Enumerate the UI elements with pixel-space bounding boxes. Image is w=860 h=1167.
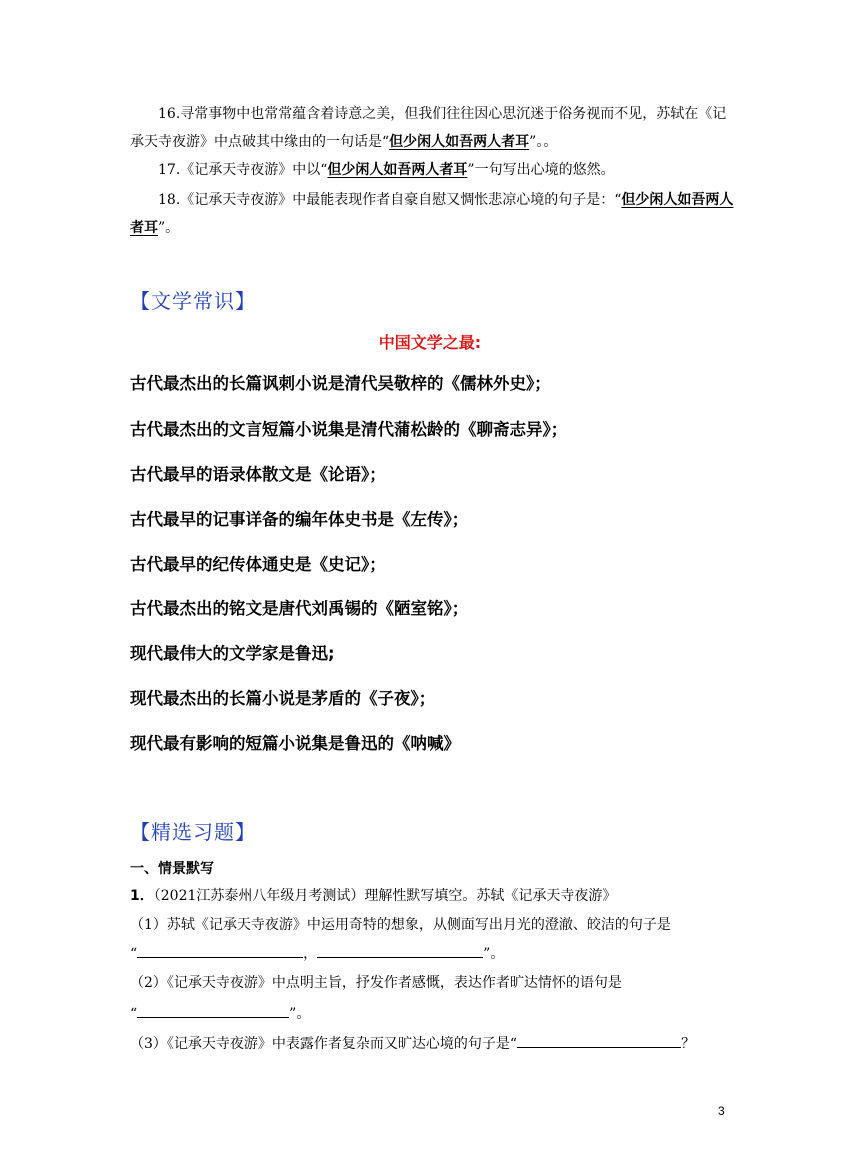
item-18-quote: 但少闲人如吾两人者耳 (130, 192, 734, 236)
item-16-text: 16.寻常事物中也常常蕴含着诗意之美，但我们往往因心思沉迷于俗务视而不见，苏轼在《记承天寺夜游》中点破其中缘由的一句话是“ (130, 106, 727, 150)
item-18-text: 18.《记承天寺夜游》中最能表现作者自豪自慰又惆怅悲凉心境的句子是：“ (158, 192, 622, 208)
item-16 (130, 100, 734, 156)
item-16-quote: 但少闲人如吾两人者耳 (389, 134, 530, 150)
question-mark: ？ (681, 1036, 696, 1052)
answer-blank[interactable] (137, 943, 303, 958)
section-subtitle: 中国文学之最: (378, 333, 482, 352)
section-literary-knowledge-title: 【文学常识】 (130, 289, 256, 313)
question-1-number: 1． (130, 888, 154, 904)
close-quote: ”。 (483, 946, 505, 962)
answer-blank[interactable] (137, 1003, 289, 1018)
item-17-after: ”一句写出心境的悠然。 (467, 162, 615, 178)
question-1-part-2 (130, 973, 734, 993)
part-1-text: （1）苏轼《记承天寺夜游》中运用奇特的想象，从侧面写出月光的澄澈、皎洁的句子是 (130, 917, 671, 933)
item-17 (130, 156, 734, 184)
question-1-part-1 (130, 915, 734, 935)
fact-item: 现代最杰出的长篇小说是茅盾的《子夜》； (130, 689, 436, 708)
exercise-subhead: 一、情景默写 (130, 861, 214, 877)
close-quote: ”。 (289, 1006, 311, 1022)
open-quote: “ (130, 946, 138, 962)
fact-item: 古代最杰出的文言短篇小说集是清代蒲松龄的《聊斋志异》； (130, 420, 568, 439)
comma: ， (303, 946, 318, 962)
part-3-text: （3）《记承天寺夜游》中表露作者复杂而又旷达心境的句子是“ (130, 1036, 518, 1052)
question-1-part-2-blanks (130, 1003, 734, 1024)
page-number: 3 (718, 1104, 725, 1118)
question-1-text: （2021江苏泰州八年级月考测试）理解性默写填空。苏轼《记承天寺夜游》 (153, 888, 617, 904)
answer-blank[interactable] (517, 1033, 681, 1048)
fact-item: 现代最有影响的短篇小说集是鲁迅的《呐喊》 (130, 734, 460, 753)
fact-item: 古代最杰出的长篇讽刺小说是清代吴敬梓的《儒林外史》； (130, 374, 551, 393)
answer-blank[interactable] (317, 943, 483, 958)
item-18-after: ”。 (158, 220, 180, 236)
fact-item: 古代最早的语录体散文是《论语》； (130, 465, 386, 484)
item-17-text: 17.《记承天寺夜游》中以“ (158, 162, 328, 178)
item-16-after: ”。。 (529, 134, 558, 150)
question-1-part-3 (130, 1033, 734, 1054)
question-1 (130, 886, 734, 906)
item-18 (130, 186, 734, 242)
question-1-part-1-blanks (130, 943, 734, 964)
fact-item: 古代最杰出的铭文是唐代刘禹锡的《陋室铭》； (130, 599, 469, 618)
fact-item: 现代最伟大的文学家是鲁迅; (130, 644, 335, 663)
item-17-quote: 但少闲人如吾两人者耳 (327, 162, 468, 178)
fact-item: 古代最早的记事详备的编年体史书是《左传》； (130, 510, 469, 529)
fact-item: 古代最早的纪传体通史是《史记》； (130, 555, 386, 574)
part-2-text: （2）《记承天寺夜游》中点明主旨，抒发作者感慨，表达作者旷达情怀的语句是 (130, 975, 622, 991)
section-exercises-title: 【精选习题】 (130, 820, 256, 844)
open-quote: “ (130, 1006, 138, 1022)
